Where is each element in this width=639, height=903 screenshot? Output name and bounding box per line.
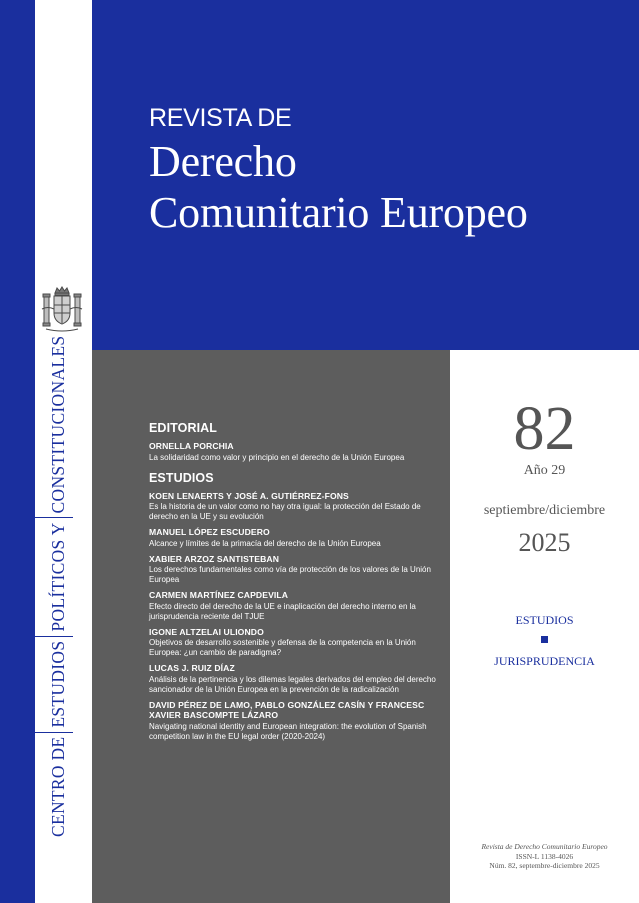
toc-entry [149, 627, 444, 659]
toc-entry [149, 491, 444, 523]
estudios-heading: ESTUDIOS [149, 470, 214, 485]
toc-article-title: Alcance y límites de la primacía del derecho de la Unión Europea [149, 538, 381, 548]
toc-entry [149, 554, 444, 586]
section-estudios: ESTUDIOS [515, 613, 574, 627]
publisher-segment: ESTUDIOS [33, 637, 73, 733]
publisher-segment: CENTRO DE [48, 736, 68, 837]
section-jurisprudencia: JURISPRUDENCIA [494, 654, 595, 668]
footer-issue: Núm. 82, septembre-diciembre 2025 [489, 861, 600, 870]
issue-number: 82 [513, 395, 576, 463]
toc-entry [149, 663, 444, 695]
toc-entry [149, 527, 444, 549]
toc-entry [149, 700, 444, 742]
publisher-segment: POLÍTICOS Y [33, 518, 73, 636]
issue-period: septiembre/diciembre [483, 503, 606, 518]
title-prefix: REVISTA DE [149, 104, 292, 132]
square-bullet-icon [541, 636, 548, 643]
title-line-2: Comunitario Europeo [149, 188, 528, 237]
publisher-segment: CONSTITUCIONALES [33, 332, 73, 519]
title-line-1: Derecho [149, 137, 297, 186]
toc-author: KOEN LENAERTS Y JOSÉ A. GUTIÉRREZ-FONS [149, 490, 349, 501]
toc-entry [149, 441, 444, 463]
toc-article-title: Análisis de la pertinencia y los dilemas legales derivados del empleo del derecho sancionador de la Unión Europea en la prevención de la radicalización [149, 674, 436, 694]
toc-author: MANUEL LÓPEZ ESCUDERO [149, 527, 270, 537]
publication-year: 2025 [518, 528, 571, 557]
blue-spine [0, 0, 35, 903]
editorial-heading: EDITORIAL [149, 421, 218, 435]
toc-author: DAVID PÉREZ DE LAMO, PABLO GONZÁLEZ CASÍN Y FRANCESC XAVIER BASCOMPTE LÁZARO [149, 699, 425, 720]
toc-article-title: Navigating national identity and European integration: the evolution of Spanish competition law in the EU legal order (2020-2024) [149, 721, 427, 741]
spanish-coat-of-arms-icon [40, 285, 84, 333]
toc-author: LUCAS J. RUIZ DÍAZ [149, 663, 235, 673]
toc-article-title: Los derechos fundamentales como vía de protección de los valores de la Unión Europea [149, 565, 431, 584]
volume-year: Año 29 [523, 463, 566, 478]
toc-author: XABIER ARZOZ SANTISTEBAN [149, 553, 280, 564]
footer-issn: ISSN-L 1138-4026 [515, 851, 574, 861]
publisher-name-vertical [33, 335, 73, 837]
toc-article-title: Es la historia de un valor como no hay otra igual: la protección del Estado de derecho en la UE y su evolución [149, 502, 421, 521]
table-of-contents [149, 421, 444, 747]
toc-article-title: La solidaridad como valor y principio en el derecho de la Unión Europea [149, 452, 405, 462]
footer-journal-name: Revista de Derecho Comunitario Europeo [481, 842, 608, 851]
toc-article-title: Efecto directo del derecho de la UE e inaplicación del derecho interno en la jurisprudencia reciente del TJUE [149, 601, 416, 621]
toc-author: IGONE ALTZELAI ULIONDO [149, 626, 264, 637]
toc-article-title: Objetivos de desarrollo sostenible y defensa de la competencia en la Unión Europea: ¿un cambio de paradigma? [149, 638, 416, 657]
toc-author: ORNELLA PORCHIA [149, 441, 234, 451]
toc-author: CARMEN MARTÍNEZ CAPDEVILA [149, 590, 289, 600]
issn-footer [450, 842, 639, 871]
toc-entry [149, 590, 444, 622]
